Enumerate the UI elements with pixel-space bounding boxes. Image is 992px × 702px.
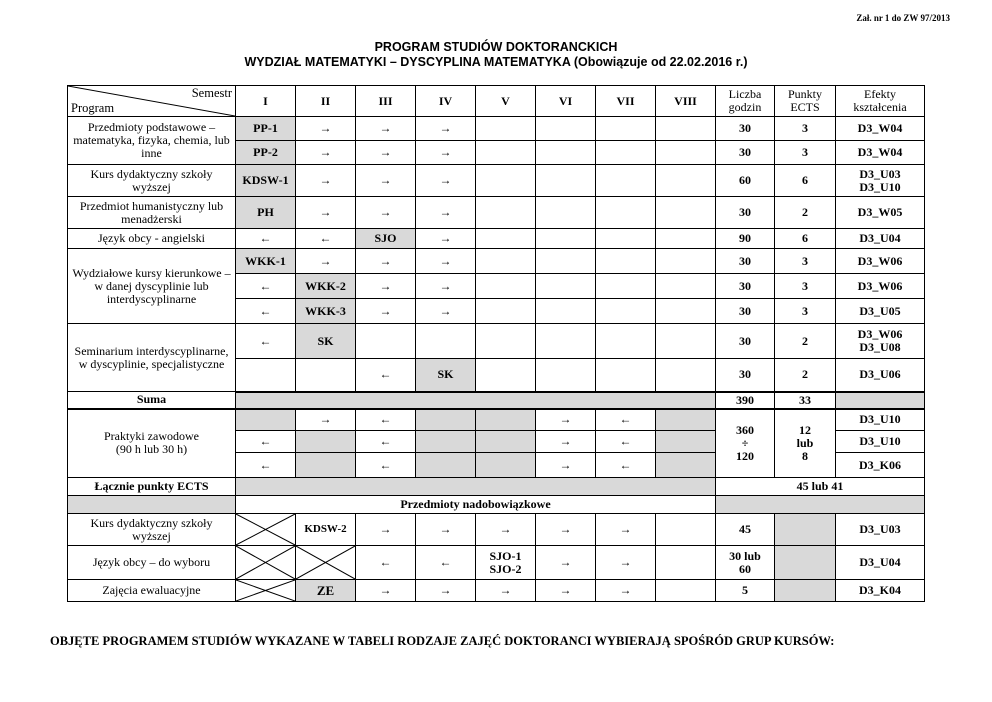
hours-value: 45 — [716, 514, 775, 546]
row-label: Wydziałowe kursy kierunkowe – w danej dyscyplinie lub interdyscyplinarne — [68, 249, 236, 324]
arrow-right: → — [296, 141, 356, 165]
arrow-right: → — [416, 299, 476, 324]
sem-header: V — [476, 86, 536, 117]
arrow-left: ← — [356, 409, 416, 431]
ects-value: 3 — [775, 299, 836, 324]
course-code: PH — [236, 197, 296, 229]
course-code: WKK-1 — [236, 249, 296, 274]
hours-value: 30 — [716, 359, 775, 392]
course-code: SK — [416, 359, 476, 392]
arrow-right: → — [536, 431, 596, 453]
sum-row — [68, 392, 925, 409]
arrow-left: ← — [596, 453, 656, 478]
hours-value: 30 — [716, 249, 775, 274]
hours-value: 90 — [716, 229, 775, 249]
total-ects-value: 45 lub 41 — [716, 478, 925, 496]
hours-value: 30 — [716, 324, 775, 359]
table-row — [68, 546, 925, 580]
course-code: ZE — [296, 580, 356, 602]
header-diagonal-cell — [68, 86, 236, 117]
arrow-right: → — [296, 197, 356, 229]
hours-value: 30 — [716, 117, 775, 141]
ects-value: 6 — [775, 165, 836, 197]
ects-value: 3 — [775, 274, 836, 299]
ects-value: 12 lub 8 — [775, 409, 836, 478]
program-table — [67, 85, 925, 602]
table-row — [68, 324, 925, 359]
hours-value: 30 — [716, 274, 775, 299]
ects-header: Punkty ECTS — [775, 86, 836, 117]
effect-code: D3_W05 — [836, 197, 925, 229]
effect-code: D3_U05 — [836, 299, 925, 324]
effect-code: D3_U06 — [836, 359, 925, 392]
sum-ects: 33 — [775, 392, 836, 409]
arrow-left: ← — [596, 431, 656, 453]
arrow-right: → — [416, 249, 476, 274]
effect-code: D3_W04 — [836, 141, 925, 165]
arrow-right: → — [356, 580, 416, 602]
arrow-right: → — [296, 117, 356, 141]
hours-value: 30 lub 60 — [716, 546, 775, 580]
arrow-right: → — [416, 229, 476, 249]
effect-code: D3_K04 — [836, 580, 925, 602]
table-row — [68, 165, 925, 197]
sem-header: I — [236, 86, 296, 117]
effect-code: D3_U04 — [836, 229, 925, 249]
course-code: PP-1 — [236, 117, 296, 141]
table-row — [68, 409, 925, 431]
sem-header: VII — [596, 86, 656, 117]
total-ects-label: Łącznie punkty ECTS — [68, 478, 236, 496]
arrow-right: → — [536, 546, 596, 580]
course-code: PP-2 — [236, 141, 296, 165]
crossed-cell — [236, 580, 296, 602]
arrow-left: ← — [236, 453, 296, 478]
program-header: Program — [71, 101, 115, 115]
arrow-left: ← — [356, 431, 416, 453]
hours-value: 30 — [716, 141, 775, 165]
arrow-left: ← — [356, 546, 416, 580]
ects-value: 6 — [775, 229, 836, 249]
table-row — [68, 197, 925, 229]
document-title: PROGRAM STUDIÓW DOKTORANCKICH — [374, 40, 618, 54]
course-code: SK — [296, 324, 356, 359]
effects-header: Efekty kształcenia — [836, 86, 925, 117]
arrow-left: ← — [416, 546, 476, 580]
arrow-right: → — [416, 165, 476, 197]
hours-value: 30 — [716, 197, 775, 229]
row-label: Język obcy – do wyboru — [68, 546, 236, 580]
hours-value: 360 ÷ 120 — [716, 409, 775, 478]
effect-code: D3_U10 — [836, 409, 925, 431]
arrow-left: ← — [596, 409, 656, 431]
effect-code: D3_W06 D3_U08 — [836, 324, 925, 359]
arrow-right: → — [296, 409, 356, 431]
arrow-right: → — [476, 514, 536, 546]
arrow-right: → — [416, 117, 476, 141]
row-label: Kurs dydaktyczny szkoły wyższej — [68, 514, 236, 546]
crossed-cell — [236, 546, 296, 580]
row-label: Język obcy - angielski — [68, 229, 236, 249]
effect-code: D3_U03 — [836, 514, 925, 546]
row-label: Kurs dydaktyczny szkoły wyższej — [68, 165, 236, 197]
effect-code: D3_K06 — [836, 453, 925, 478]
arrow-left: ← — [236, 324, 296, 359]
arrow-right: → — [536, 580, 596, 602]
course-code: WKK-2 — [296, 274, 356, 299]
hours-header: Liczba godzin — [716, 86, 775, 117]
document-subtitle: WYDZIAŁ MATEMATYKI – DYSCYPLINA MATEMATYKA (Obowiązuje od 22.02.2016 r.) — [244, 55, 748, 69]
arrow-right: → — [356, 165, 416, 197]
table-row — [68, 514, 925, 546]
hours-value: 60 — [716, 165, 775, 197]
row-label: Zajęcia ewaluacyjne — [68, 580, 236, 602]
arrow-right: → — [356, 299, 416, 324]
arrow-left: ← — [296, 229, 356, 249]
arrow-right: → — [356, 117, 416, 141]
arrow-right: → — [416, 274, 476, 299]
footer-note: OBJĘTE PROGRAMEM STUDIÓW WYKAZANE W TABELI RODZAJE ZAJĘĆ DOKTORANCI WYBIERAJĄ SPOŚRÓD GRUP KURSÓW: — [50, 634, 835, 648]
arrow-left: ← — [236, 431, 296, 453]
ects-value: 3 — [775, 249, 836, 274]
course-code: KDSW-2 — [296, 514, 356, 546]
total-ects-row — [68, 478, 925, 496]
table-row — [68, 117, 925, 141]
arrow-right: → — [596, 546, 656, 580]
ects-value: 2 — [775, 324, 836, 359]
optional-section-label: Przedmioty nadobowiązkowe — [236, 496, 716, 514]
arrow-right: → — [476, 580, 536, 602]
row-label: Przedmioty podstawowe – matematyka, fizyka, chemia, lub inne — [68, 117, 236, 165]
ects-value: 3 — [775, 141, 836, 165]
arrow-right: → — [356, 249, 416, 274]
arrow-left: ← — [236, 229, 296, 249]
arrow-right: → — [596, 514, 656, 546]
sem-header: IV — [416, 86, 476, 117]
arrow-right: → — [536, 453, 596, 478]
effect-code: D3_U10 — [836, 431, 925, 453]
arrow-right: → — [536, 514, 596, 546]
arrow-right: → — [416, 141, 476, 165]
sem-header: III — [356, 86, 416, 117]
sum-hours: 390 — [716, 392, 775, 409]
semester-header: Semestr — [191, 86, 232, 100]
ects-value: 2 — [775, 359, 836, 392]
sem-header: VI — [536, 86, 596, 117]
arrow-right: → — [356, 197, 416, 229]
arrow-right: → — [356, 274, 416, 299]
sem-header: II — [296, 86, 356, 117]
arrow-right: → — [416, 514, 476, 546]
row-label: Seminarium interdyscyplinarne, w dyscyplinie, specjalistyczne — [68, 324, 236, 392]
annex-reference: Zał. nr 1 do ZW 97/2013 — [856, 13, 950, 23]
arrow-left: ← — [356, 453, 416, 478]
crossed-cell — [296, 546, 356, 580]
course-code: SJO — [356, 229, 416, 249]
arrow-right: → — [296, 249, 356, 274]
arrow-right: → — [356, 514, 416, 546]
course-code: KDSW-1 — [236, 165, 296, 197]
course-code: SJO-1 SJO-2 — [476, 546, 536, 580]
arrow-right: → — [416, 197, 476, 229]
row-label: Przedmiot humanistyczny lub menadżerski — [68, 197, 236, 229]
effect-code: D3_W04 — [836, 117, 925, 141]
arrow-left: ← — [236, 299, 296, 324]
arrow-right: → — [356, 141, 416, 165]
table-row — [68, 229, 925, 249]
arrow-right: → — [416, 580, 476, 602]
table-row — [68, 580, 925, 602]
table-row — [68, 249, 925, 274]
effect-code: D3_W06 — [836, 249, 925, 274]
table-header-row — [68, 86, 925, 117]
arrow-right: → — [536, 409, 596, 431]
row-label: Praktyki zawodowe (90 h lub 30 h) — [68, 409, 236, 478]
hours-value: 30 — [716, 299, 775, 324]
arrow-right: → — [596, 580, 656, 602]
effect-code: D3_W06 — [836, 274, 925, 299]
arrow-right: → — [296, 165, 356, 197]
course-code: WKK-3 — [296, 299, 356, 324]
arrow-left: ← — [236, 274, 296, 299]
ects-value: 2 — [775, 197, 836, 229]
crossed-cell — [236, 514, 296, 546]
ects-value: 3 — [775, 117, 836, 141]
hours-value: 5 — [716, 580, 775, 602]
optional-section-row — [68, 496, 925, 514]
effect-code: D3_U04 — [836, 546, 925, 580]
effect-code: D3_U03 D3_U10 — [836, 165, 925, 197]
sem-header: VIII — [656, 86, 716, 117]
arrow-left: ← — [356, 359, 416, 392]
sum-label: Suma — [68, 392, 236, 409]
